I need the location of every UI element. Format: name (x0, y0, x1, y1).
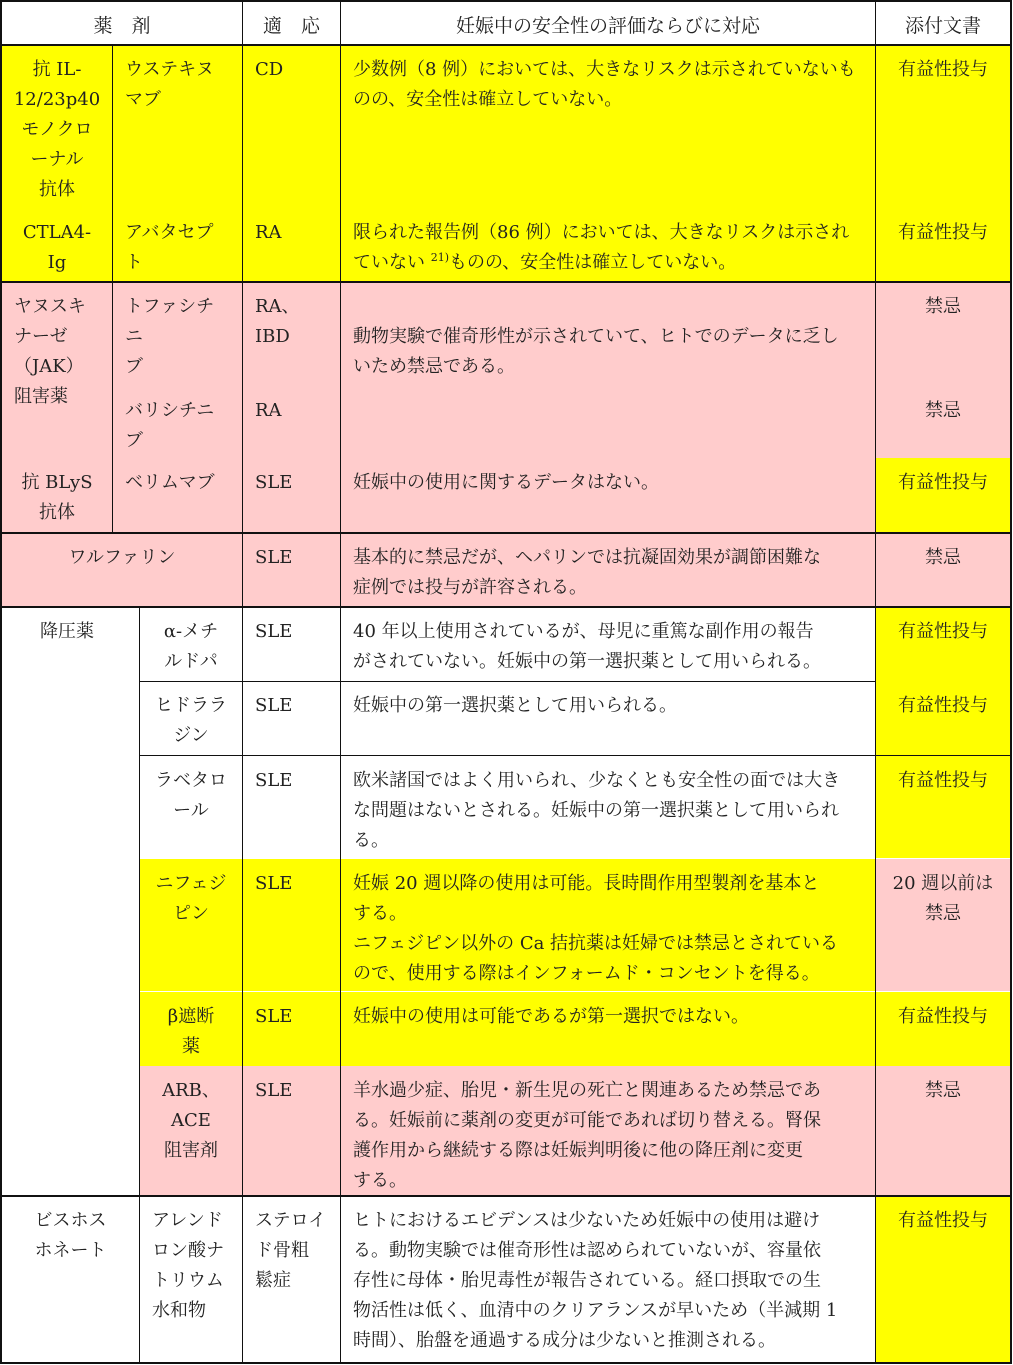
drug-belimumab: ベリムマブ (113, 458, 242, 532)
border-bottom (0, 1362, 1012, 1364)
safety-beta-blocker: 妊娠中の使用は可能であるが第一選択ではない。 (341, 992, 875, 1066)
indication-hydralazine: SLE (243, 681, 340, 755)
drug-methyldopa: α-メチ ルドパ (140, 607, 242, 681)
indication-arb-ace: SLE (243, 1066, 340, 1195)
label-hydralazine: 有益性投与 (876, 681, 1010, 755)
drug-abatacept: アバタセプ ト (113, 208, 242, 281)
drug-hydralazine: ヒドララ ジン (140, 681, 242, 755)
border-left (0, 0, 2, 1364)
label-arb-ace: 禁忌 (876, 1066, 1010, 1195)
safety-belimumab: 妊娠中の使用に関するデータはない。 (341, 458, 875, 532)
drug-arb-ace: ARB、 ACE 阻害剤 (140, 1066, 242, 1195)
safety-arb-ace: 羊水過少症、胎児・新生児の死亡と関連あるため禁忌であ る。妊娠前に薬剤の変更が可能であれば切り替える。腎保 護作用から継続する際は妊娠判明後に他の降圧剤に変更 する。 (341, 1066, 875, 1195)
col-drug-antihypertensive (139, 608, 140, 1364)
rule-antihypertensive (0, 606, 1012, 608)
reference-21: 21) (430, 251, 450, 264)
label-nifedipine: 20 週以前は 禁忌 (876, 859, 1010, 991)
label-methyldopa: 有益性投与 (876, 607, 1010, 681)
indication-labetalol: SLE (243, 756, 340, 858)
safety-abatacept (341, 208, 875, 281)
col-indication (242, 0, 243, 1364)
col-drug-biologics (112, 46, 113, 532)
drug-labetalol: ラベタロ ール (140, 756, 242, 858)
drug-tofacitinib: トファシチニ ブ (113, 282, 242, 386)
drug-warfarin: ワルファリン (2, 533, 242, 606)
indication-abatacept: RA (243, 208, 340, 281)
label-baricitinib: 禁忌 (876, 386, 1010, 458)
rule-labetalol (140, 755, 1011, 756)
safety-methyldopa: 40 年以上使用されているが、母児に重篤な副作用の報告 がされていない。妊娠中の第一選択薬として用いられる。 (341, 607, 875, 681)
indication-belimumab: SLE (243, 458, 340, 532)
safety-warfarin: 基本的に禁忌だが、ヘパリンでは抗凝固効果が調節困難な 症例では投与が許容される。 (341, 533, 875, 606)
drug-ustekinumab: ウステキヌ マブ (113, 45, 242, 208)
drug-beta-blocker: β遮断 薬 (140, 992, 242, 1066)
border-top (0, 0, 1012, 2)
rule-bisphosphonate (0, 1195, 1012, 1197)
rule-header (0, 44, 1012, 46)
category-antihypertensive: 降圧薬 (2, 607, 139, 1195)
label-abatacept: 有益性投与 (876, 208, 1010, 281)
label-tofacitinib: 禁忌 (876, 282, 1010, 386)
label-alendronate: 有益性投与 (876, 1196, 1010, 1362)
safety-alendronate: ヒトにおけるエビデンスは少ないため妊娠中の使用は避け る。動物実験では催奇形性は認められていないが、容量依 存性に母体・胎児毒性が報告されている。経口摂取での生 物活性は低く、血清中のクリアランスが早いため（半減期 1 時間）、胎盤を通過する成分は少ないと推測される。 (341, 1196, 875, 1362)
safety-nifedipine: 妊娠 20 週以降の使用は可能。長時間作用型製剤を基本と する。 ニフェジピン以外の Ca 拮抗薬は妊婦では禁忌とされている ので、使用する際はインフォームド・コンセントを得る。 (341, 859, 875, 991)
safety-labetalol: 欧米諸国ではよく用いられ、少なくとも安全性の面では大き な問題はないとされる。妊娠中の第一選択薬として用いられ る。 (341, 756, 875, 858)
label-belimumab: 有益性投与 (876, 458, 1010, 532)
safety-abatacept-text-a: 限られた報告例（86 例）においては、大きなリスクは示され ていない (353, 222, 850, 273)
indication-nifedipine: SLE (243, 859, 340, 991)
category-blys: 抗 BLyS 抗体 (2, 458, 112, 532)
category-il12-23: 抗 IL- 12/23p40 モノクロ ーナル 抗体 (2, 45, 112, 208)
rule-hydralazine (140, 681, 876, 682)
indication-ustekinumab: CD (243, 45, 340, 208)
safety-jak: 動物実験で催奇形性が示されていて、ヒトでのデータに乏し いため禁忌である。 (341, 282, 875, 458)
header-safety: 妊娠中の安全性の評価ならびに対応 (341, 2, 875, 44)
indication-methyldopa: SLE (243, 607, 340, 681)
rule-warfarin (0, 532, 1012, 534)
safety-hydralazine: 妊娠中の第一選択薬として用いられる。 (341, 681, 875, 755)
category-bisphosphonate: ビスホス ホネート (2, 1196, 139, 1362)
col-label (875, 0, 876, 1364)
col-safety (340, 0, 341, 1364)
category-jak: ヤヌスキ ナーゼ （JAK） 阻害薬 (2, 282, 112, 458)
label-ustekinumab: 有益性投与 (876, 45, 1010, 208)
rule-group-jak (0, 281, 1012, 283)
drug-alendronate: アレンド ロン酸ナ トリウム 水和物 (140, 1196, 242, 1362)
safety-abatacept-text-b: ものの、安全性は確立していない。 (449, 252, 737, 273)
drug-baricitinib: バリシチニ ブ (113, 386, 242, 458)
indication-baricitinib: RA (243, 386, 340, 458)
border-right (1010, 0, 1012, 1364)
header-label: 添付文書 (876, 2, 1010, 44)
indication-alendronate: ステロイ ド骨粗 鬆症 (243, 1196, 340, 1362)
label-beta-blocker: 有益性投与 (876, 992, 1010, 1066)
label-warfarin: 禁忌 (876, 533, 1010, 606)
header-drug: 薬 剤 (2, 2, 242, 44)
safety-ustekinumab: 少数例（8 例）においては、大きなリスクは示されていないも のの、安全性は確立していない。 (341, 45, 875, 208)
indication-beta-blocker: SLE (243, 992, 340, 1066)
header-indication: 適 応 (243, 2, 340, 44)
drug-nifedipine: ニフェジ ピン (140, 859, 242, 991)
category-ctla4: CTLA4- Ig (2, 208, 112, 281)
indication-tofacitinib: RA、 IBD (243, 282, 340, 386)
indication-warfarin: SLE (243, 533, 340, 606)
label-labetalol: 有益性投与 (876, 756, 1010, 858)
